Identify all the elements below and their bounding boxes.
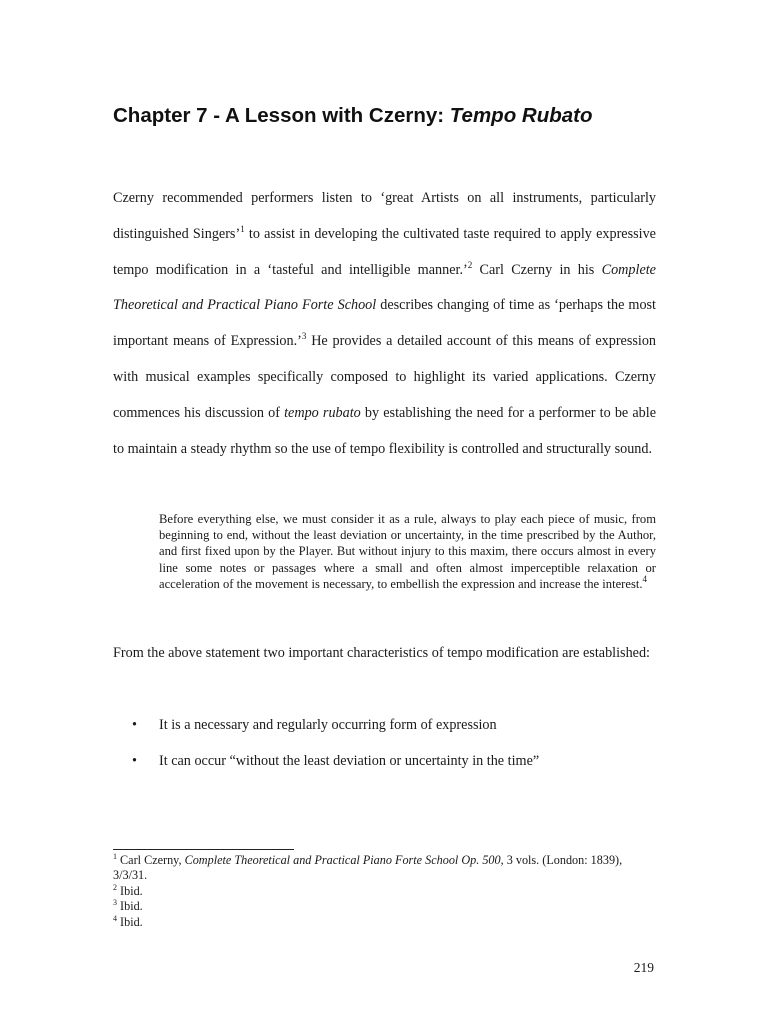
para1-text-1: Czerny recommended performers listen to ‘great Artists on all instruments, particularly distinguished Singers’	[113, 190, 656, 242]
tempo-rubato-term: tempo rubato	[284, 404, 361, 421]
bullet-icon: •	[132, 717, 137, 733]
para1-text-4: describes changing of time as ‘perhaps the most important means of Expression.’	[113, 297, 656, 350]
chapter-heading	[113, 104, 593, 128]
list-item	[113, 748, 673, 784]
footnote-4	[113, 915, 658, 930]
para1-text-3: Carl Czerny in his	[472, 261, 602, 278]
footnote-ref-2: 2	[467, 259, 473, 270]
footnotes	[113, 853, 658, 930]
block-quote-text: Before everything else, we must consider it as a rule, always to play each piece of music, from beginning to end, without the least deviation or uncertainty, in the time prescribed by the Author, and first fixed upon by the Player. But without injury to this maxim, there occurs almost in every line some notes or passages where a small and often almost imperceptible relaxation or acceleration of the movement is necessary, to embellish the expression and increase the interest.	[159, 512, 656, 591]
footnote-number: 4	[113, 913, 117, 923]
footnote-number: 3	[113, 898, 117, 908]
footnote-number: 1	[113, 852, 117, 861]
list-item-text: It can occur “without the least deviation or uncertainty in the time”	[159, 753, 540, 769]
footnote-text: Ibid.	[117, 883, 143, 898]
para1-text-6: by establishing the need for a performer to be able to maintain a steady rhythm so the use of tempo flexibility is controlled and structurally sound.	[113, 404, 656, 457]
footnote-divider	[113, 849, 294, 850]
book-title: Complete Theoretical and Practical Piano Forte School	[113, 261, 656, 314]
page-number: 219	[633, 960, 654, 975]
bullet-icon: •	[132, 753, 137, 769]
footnote-text: Carl Czerny,	[117, 853, 185, 867]
footnote-text: , 3 vols. (London: 1839), 3/3/31.	[113, 853, 623, 883]
footnote-text: Ibid.	[117, 899, 143, 914]
footnote-ref-4: 4	[642, 573, 648, 584]
footnote-1	[113, 853, 658, 884]
para1-text-5: He provides a detailed account of this means of expression with musical examples specifically composed to highlight its varied applications. Czerny commences his discussion of	[113, 333, 657, 421]
characteristics-list	[113, 712, 673, 784]
para1-text-2: to assist in developing the cultivated taste required to apply expressive tempo modification in a ‘tasteful and intelligible manner.’	[113, 225, 656, 278]
footnote-book-title: Complete Theoretical and Practical Piano Forte School Op. 500	[184, 853, 501, 867]
list-item	[113, 712, 673, 748]
summary-paragraph-text: From the above statement two important characteristics of tempo modification are established:	[113, 645, 650, 661]
footnote-ref-1: 1	[240, 223, 245, 234]
list-item-text: It is a necessary and regularly occurring form of expression	[159, 717, 497, 733]
footnote-2	[113, 884, 658, 899]
intro-paragraph	[113, 181, 656, 467]
footnote-text: Ibid.	[117, 914, 143, 929]
chapter-heading-italic: Tempo Rubato	[449, 104, 593, 127]
summary-paragraph	[113, 636, 656, 672]
chapter-heading-text: Chapter 7 - A Lesson with Czerny:	[113, 104, 450, 127]
footnote-ref-3: 3	[301, 331, 307, 342]
footnote-number: 2	[113, 882, 117, 892]
block-quote	[159, 511, 656, 592]
footnote-3	[113, 899, 658, 914]
